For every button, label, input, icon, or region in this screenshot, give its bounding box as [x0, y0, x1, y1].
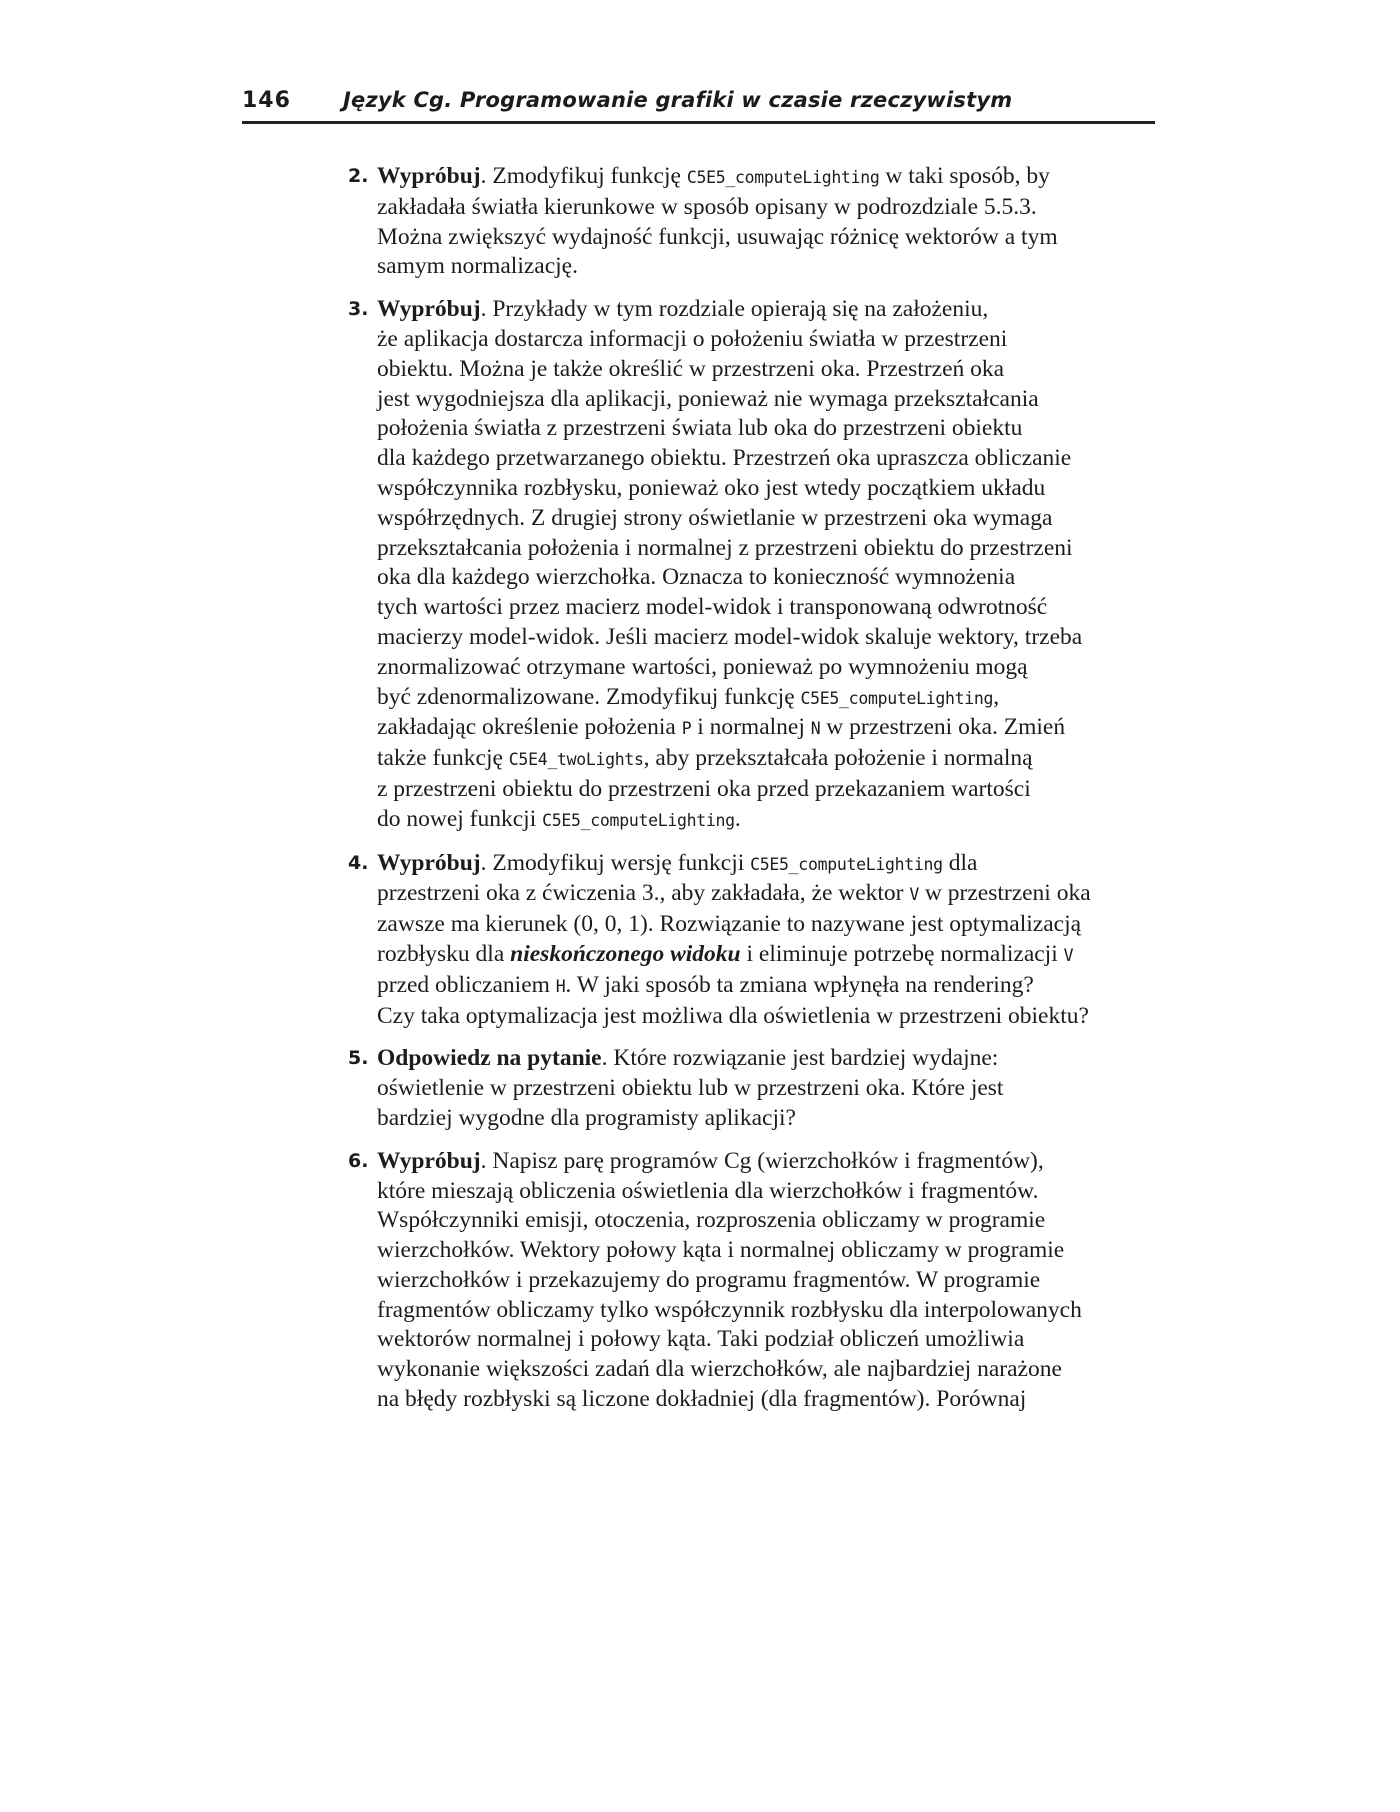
exercise-line — [377, 162, 1138, 193]
code-identifier: H — [555, 976, 566, 996]
exercise-line — [377, 940, 1138, 971]
code-identifier: C5E5_computeLighting — [800, 688, 994, 708]
exercise-line — [377, 1385, 1138, 1415]
exercise-line — [377, 355, 1138, 385]
code-identifier: C5E4_twoLights — [508, 750, 644, 770]
body-text: wierzchołków i przekazujemy do programu fragmentów. W programie — [377, 1266, 1041, 1293]
body-text: macierzy model-widok. Jeśli macierz model-widok skaluje wektory, trzeba — [377, 623, 1083, 650]
body-text: wektorów normalnej i połowy kąta. Taki podział obliczeń umożliwia — [377, 1326, 1025, 1353]
body-text: , — [993, 683, 1000, 710]
body-text: z przestrzeni obiektu do przestrzeni oka przed przekazaniem wartości — [377, 775, 1031, 802]
body-text: przed obliczaniem — [377, 971, 556, 998]
body-text: do nowej funkcji — [377, 805, 543, 832]
body-text: położenia światła z przestrzeni świata lub oka do przestrzeni obiektu — [377, 415, 1023, 442]
exercise-line — [377, 849, 1138, 880]
exercise-item — [348, 162, 1138, 282]
body-text: i normalnej — [691, 714, 811, 741]
body-text: które mieszają obliczenia oświetlenia dla wierzchołków i fragmentów. — [377, 1177, 1039, 1204]
exercise-line — [377, 1296, 1138, 1326]
body-text: dla każdego przetwarzanego obiektu. Przestrzeń oka upraszcza obliczanie — [377, 445, 1072, 472]
exercise-line — [377, 623, 1138, 653]
exercise-line — [377, 414, 1138, 444]
exercise-line — [377, 1266, 1138, 1296]
body-text: oka dla każdego wierzchołka. Oznacza to konieczność wymnożenia — [377, 564, 1016, 591]
exercise-line — [377, 879, 1138, 910]
emphasized-term: nieskończonego widoku — [510, 940, 741, 967]
exercise-number: 3. — [348, 298, 369, 321]
exercise-line — [377, 744, 1138, 775]
body-text: obiektu. Można je także określić w przestrzeni oka. Przestrzeń oka — [377, 355, 1005, 382]
exercise-line — [377, 1074, 1138, 1104]
body-text: być zdenormalizowane. Zmodyfikuj funkcję — [377, 683, 801, 710]
exercise-line — [377, 295, 1138, 325]
body-text: Czy taka optymalizacja jest możliwa dla oświetlenia w przestrzeni obiektu? — [377, 1002, 1089, 1029]
body-text: współrzędnych. Z drugiej strony oświetlanie w przestrzeni oka wymaga — [377, 504, 1053, 531]
body-text: wierzchołków. Wektory połowy kąta i normalnej obliczamy w programie — [377, 1237, 1065, 1264]
exercise-line — [377, 1147, 1138, 1177]
body-text: rozbłysku dla — [377, 940, 511, 967]
body-text: w przestrzeni oka. Zmień — [820, 714, 1066, 741]
exercise-line — [377, 223, 1138, 253]
exercise-line — [377, 474, 1138, 504]
body-text: przekształcania położenia i normalnej z przestrzeni obiektu do przestrzeni — [377, 534, 1073, 561]
exercise-list — [348, 162, 1138, 1428]
exercise-item — [348, 1044, 1138, 1133]
body-text: fragmentów obliczamy tylko współczynnik rozbłysku dla interpolowanych — [377, 1296, 1082, 1323]
exercise-line — [377, 653, 1138, 683]
body-text: znormalizować otrzymane wartości, ponieważ po wymnożeniu mogą — [377, 653, 1028, 680]
body-text: zawsze ma kierunek (0, 0, 1). Rozwiązanie to nazywane jest optymalizacją — [377, 911, 1082, 938]
body-text: . W jaki sposób ta zmiana wpłynęła na rendering? — [565, 971, 1034, 998]
exercise-line — [377, 1104, 1138, 1134]
code-identifier: N — [810, 719, 821, 739]
body-text: . Napisz parę programów Cg (wierzchołków i fragmentów), — [480, 1147, 1044, 1174]
body-text: tych wartości przez macierz model-widok i transponowaną odwrotność — [377, 594, 1048, 621]
exercise-item — [348, 849, 1138, 1032]
body-text: współczynnika rozbłysku, ponieważ oko jest wtedy początkiem układu — [377, 474, 1046, 501]
exercise-item — [348, 295, 1138, 835]
body-text: na błędy rozbłyski są liczone dokładniej (dla fragmentów). Porównaj — [377, 1386, 1027, 1413]
body-text: także funkcję — [377, 745, 509, 772]
exercise-line — [377, 971, 1138, 1002]
exercise-line — [377, 1325, 1138, 1355]
exercise-label: Odpowiedz na pytanie — [377, 1045, 602, 1072]
exercise-line — [377, 444, 1138, 474]
body-text: jest wygodniejsza dla aplikacji, ponieważ nie wymaga przekształcania — [377, 385, 1039, 412]
body-text: . Zmodyfikuj wersję funkcji — [480, 849, 751, 876]
body-text: Można zwiększyć wydajność funkcji, usuwając różnicę wektorów a tym — [377, 223, 1058, 250]
exercise-line — [377, 534, 1138, 564]
code-identifier: C5E5_computeLighting — [750, 854, 943, 874]
page-header — [242, 84, 1155, 124]
body-text: . Przykłady w tym rozdziale opierają się na założeniu, — [480, 296, 989, 323]
body-text: Współczynniki emisji, otoczenia, rozproszenia obliczamy w programie — [377, 1207, 1046, 1234]
exercise-label: Wypróbuj — [377, 296, 481, 323]
body-text: wykonanie większości zadań dla wierzchołków, ale najbardziej narażone — [377, 1356, 1062, 1383]
exercise-line — [377, 252, 1138, 282]
body-text: że aplikacja dostarcza informacji o położeniu światła w przestrzeni — [377, 325, 1008, 352]
exercise-line — [377, 1044, 1138, 1074]
exercise-label: Wypróbuj — [377, 1147, 481, 1174]
exercise-line — [377, 1206, 1138, 1236]
exercise-line — [377, 193, 1138, 223]
body-text: bardziej wygodne dla programisty aplikacji? — [377, 1104, 796, 1131]
exercise-number: 4. — [348, 851, 369, 874]
body-text: oświetlenie w przestrzeni obiektu lub w przestrzeni oka. Które jest — [377, 1075, 1004, 1102]
exercise-line — [377, 1177, 1138, 1207]
body-text: dla — [942, 849, 978, 876]
exercise-line — [377, 563, 1138, 593]
exercise-number: 5. — [348, 1047, 369, 1070]
code-identifier: C5E5_computeLighting — [686, 168, 880, 187]
exercise-line — [377, 504, 1138, 534]
exercise-label: Wypróbuj — [377, 849, 481, 876]
exercise-item — [348, 1147, 1138, 1415]
code-identifier: P — [681, 719, 692, 739]
exercise-line — [377, 910, 1138, 940]
exercise-line — [377, 593, 1138, 623]
exercise-number: 2. — [348, 165, 369, 187]
body-text: zakładając określenie położenia — [377, 714, 682, 741]
exercise-number: 6. — [348, 1149, 369, 1172]
exercise-line — [377, 1002, 1138, 1032]
exercise-line — [377, 713, 1138, 744]
code-identifier: V — [1063, 945, 1074, 965]
page-number: 146 — [242, 88, 291, 113]
body-text: samym normalizację. — [377, 253, 578, 280]
exercise-label: Wypróbuj — [377, 163, 481, 189]
code-identifier: C5E5_computeLighting — [542, 810, 735, 830]
exercise-line — [377, 775, 1138, 805]
body-text: zakładała światła kierunkowe w sposób opisany w podrozdziale 5.5.3. — [377, 193, 1037, 220]
code-identifier: V — [909, 885, 920, 905]
exercise-line — [377, 805, 1138, 836]
body-text: i eliminuje potrzebę normalizacji — [740, 940, 1064, 967]
exercise-line — [377, 385, 1138, 415]
body-text: . Które rozwiązanie jest bardziej wydajne: — [601, 1045, 999, 1072]
body-text: przestrzeni oka z ćwiczenia 3., aby zakładała, że wektor — [377, 880, 910, 907]
exercise-line — [377, 1236, 1138, 1266]
exercise-line — [377, 683, 1138, 714]
exercise-line — [377, 325, 1138, 355]
exercise-line — [377, 1355, 1138, 1385]
body-text: w taki sposób, by — [879, 163, 1050, 189]
body-text: . — [734, 805, 741, 832]
running-title: Język Cg. Programowanie grafiki w czasie rzeczywistym — [343, 88, 1013, 112]
body-text: , aby przekształcała położenie i normalną — [643, 745, 1033, 772]
body-text: w przestrzeni oka — [919, 880, 1091, 907]
body-text: . Zmodyfikuj funkcję — [480, 163, 687, 189]
